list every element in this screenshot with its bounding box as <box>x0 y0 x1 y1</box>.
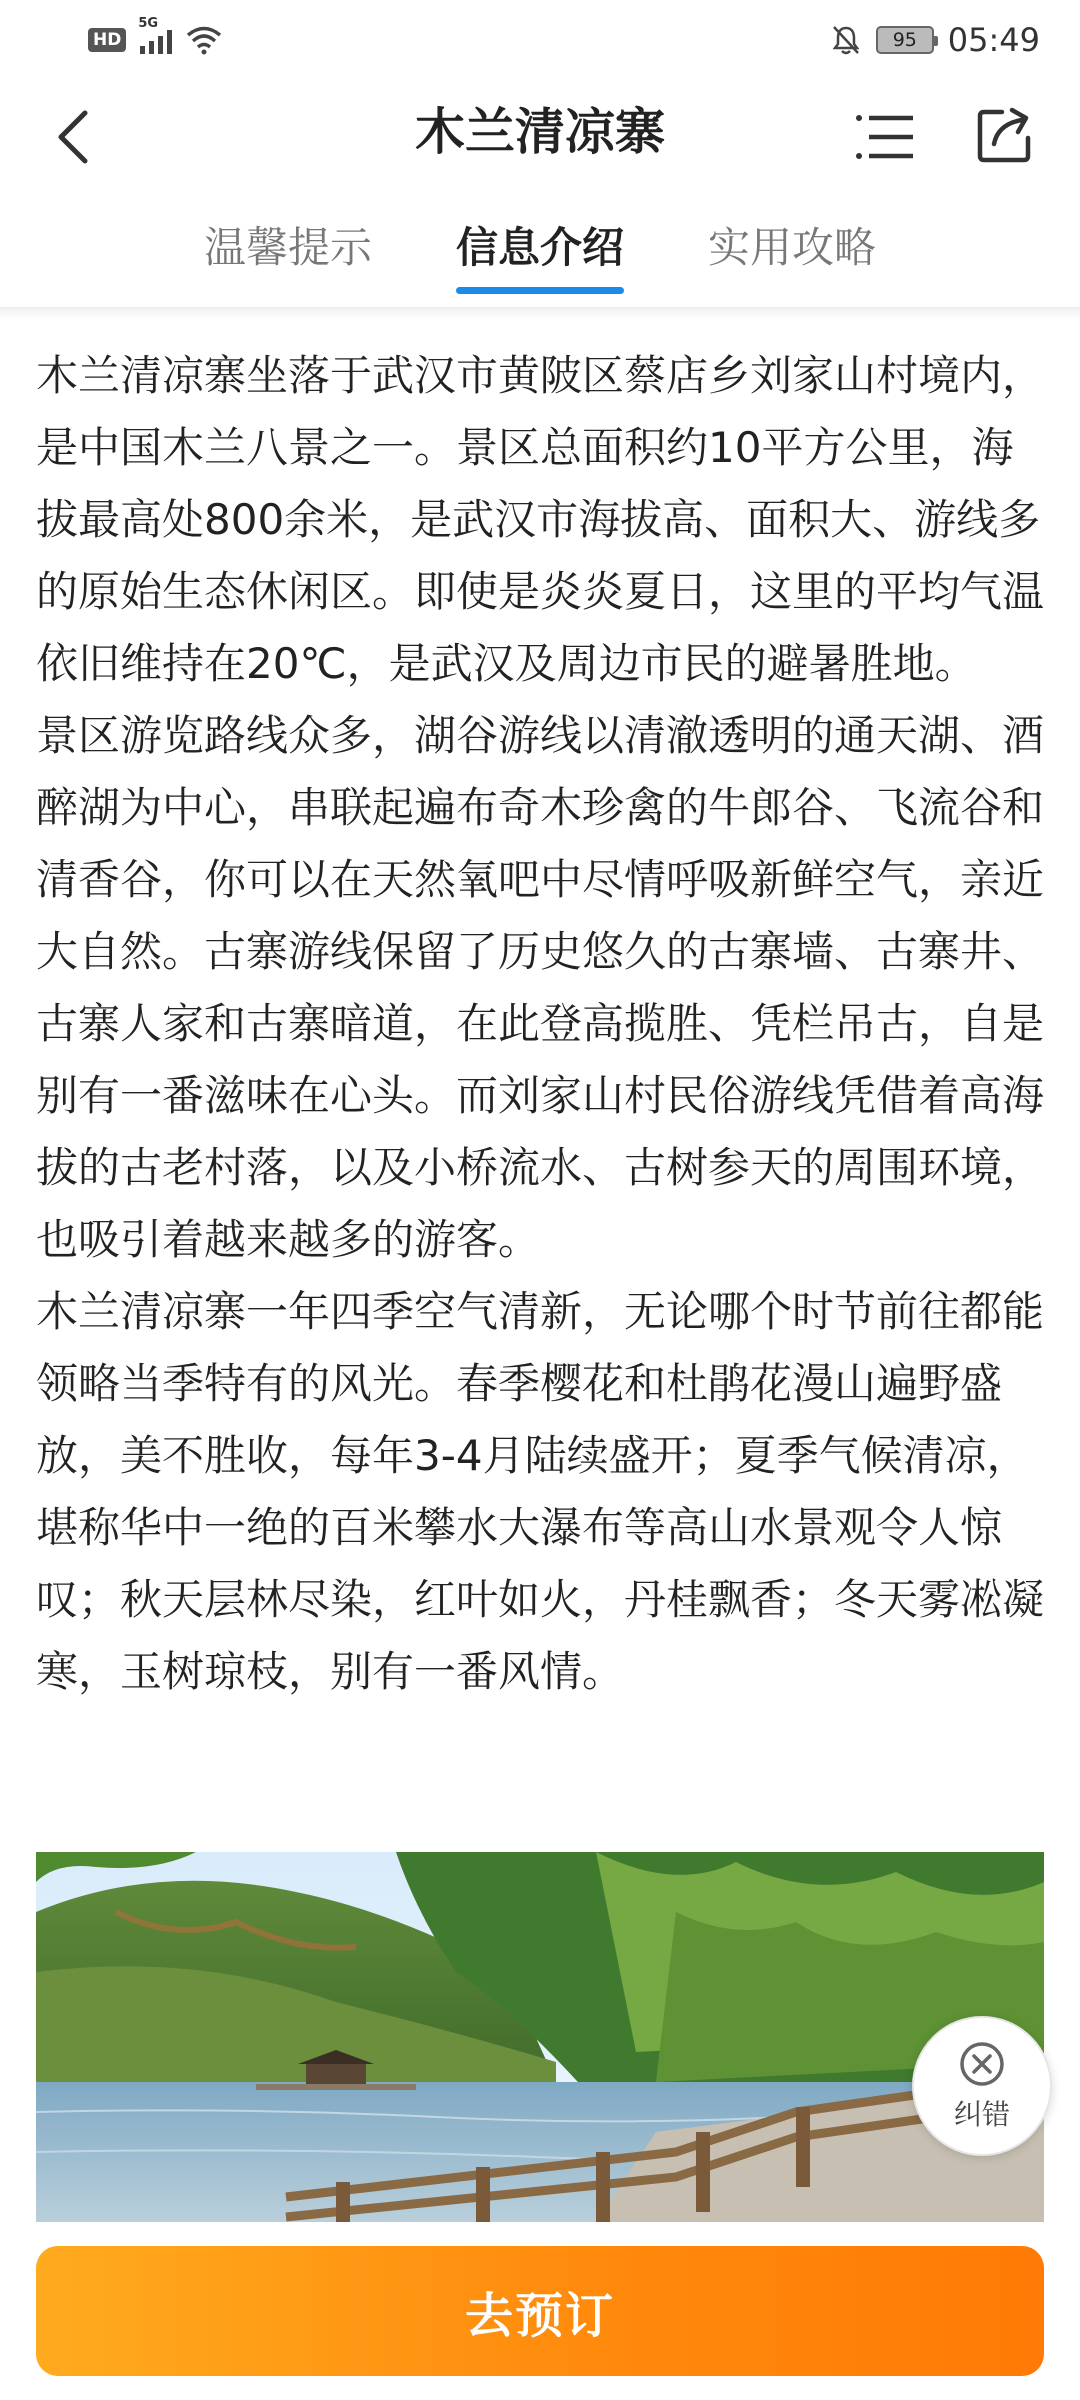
article-paragraph-3: 木兰清凉寨一年四季空气清新，无论哪个时节前往都能领略当季特有的风光。春季樱花和杜鹃花漫山遍野盛放，美不胜收，每年3-4月陆续盛开；夏季气候清凉，堪称华中一绝的百米攀水大瀑布等高山水景观令人惊叹；秋天层林尽染，红叶如火，丹桂飘香；冬天雾凇凝寒，玉树琼枝，别有一番风情。 <box>36 1287 1045 1696</box>
status-right <box>830 21 1040 59</box>
tab-guide[interactable]: 实用攻略 <box>708 223 877 272</box>
error-correction-icon <box>957 2039 1007 2089</box>
share-icon <box>976 106 1034 164</box>
tab-tips[interactable]: 温馨提示 <box>204 223 373 272</box>
page-title: 木兰清凉寨 <box>415 103 665 161</box>
share-button[interactable] <box>970 100 1040 170</box>
menu-list-icon <box>855 112 915 162</box>
article-paragraph-2: 景区游览路线众多，湖谷游线以清澈透明的通天湖、酒醉湖为中心，串联起遍布奇木珍禽的牛郎谷、飞流谷和清香谷，你可以在天然氧吧中尽情呼吸新鲜空气，亲近大自然。古寨游线保留了历史悠久的古寨墙、古寨井、古寨人家和古寨暗道，在此登高揽胜、凭栏吊古，自是别有一番滋味在心头。而刘家山村民俗游线凭借着高海拔的古老村落，以及小桥流水、古树参天的周围环境，也吸引着越来越多的游客。 <box>36 711 1045 1264</box>
status-time: 05:49 <box>947 21 1040 59</box>
lake-landscape-image <box>36 1852 1044 2222</box>
feedback-label: 纠错 <box>953 2098 1010 2131</box>
bottom-bar <box>0 2222 1080 2400</box>
status-left <box>88 16 222 55</box>
menu-button[interactable] <box>850 102 920 172</box>
network-type: 5G <box>138 16 159 31</box>
mute-icon <box>830 24 862 56</box>
status-bar <box>0 0 1080 80</box>
scenic-photo <box>36 1852 1044 2222</box>
divider <box>0 308 1080 320</box>
article-paragraph-1: 木兰清凉寨坐落于武汉市黄陂区蔡店乡刘家山村境内，是中国木兰八景之一。景区总面积约10平方公里，海拔最高处800余米，是武汉市海拔高、面积大、游线多的原始生态休闲区。即使是炎炎夏日，这里的平均气温依旧维持在20℃，是武汉及周边市民的避暑胜地。 <box>36 351 1045 688</box>
book-button[interactable]: 去预订 <box>36 2246 1044 2376</box>
article-content <box>36 340 1046 1708</box>
wifi-icon <box>186 25 222 55</box>
nav-bar <box>0 80 1080 200</box>
active-tab-indicator <box>456 287 624 294</box>
battery-icon: 95 <box>876 26 934 54</box>
signal-icon <box>138 16 172 54</box>
tab-info[interactable]: 信息介绍 <box>456 223 625 272</box>
hd-icon: HD <box>88 28 126 52</box>
feedback-button[interactable] <box>912 2016 1052 2156</box>
